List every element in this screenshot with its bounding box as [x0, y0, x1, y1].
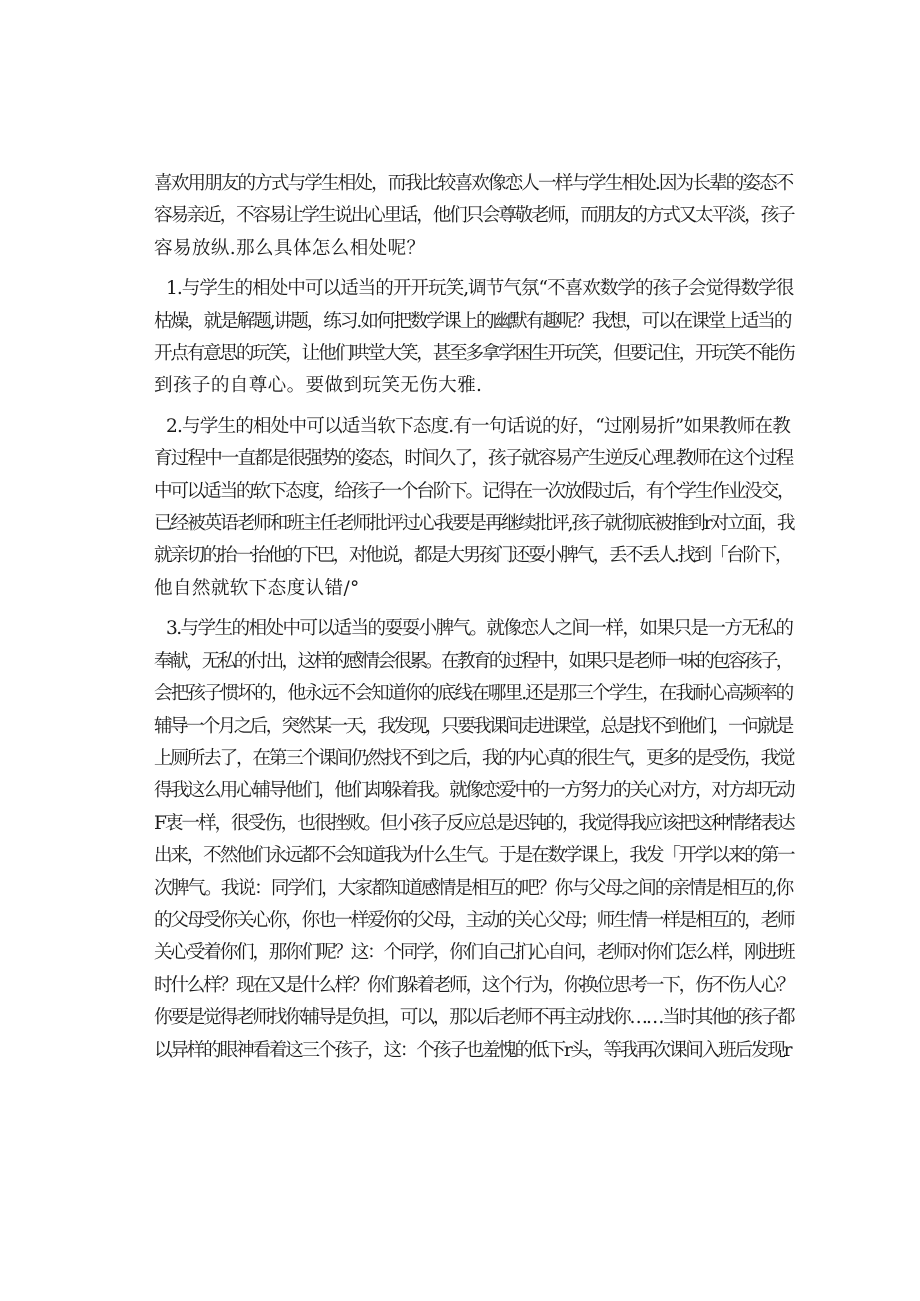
text-line: 时什么样？现在又是什么样？你们躲着老师，这个行为，你换位思考一下，伤不伤人心？ [154, 974, 794, 996]
text-line: 出来，不然他们永远都不会知道我为什么生气。于是在数学课上，我发「开学以来的第一 [154, 845, 794, 867]
text-line: 以异样的眼神看着这三个孩子，这：个孩子也羞愧的低下r头，等我再次课间入班后发现r [154, 1039, 791, 1061]
text-line: 中可以适当的软下态度，给孩子一个台阶下。记得在一次放假过后，有个学生作业没交， [154, 480, 794, 502]
text-line: 就亲切的抬一抬他的下巴，对他说，都是大男孩门还耍小脾气，丢不丢人.找到「台阶下， [154, 545, 792, 567]
text-line: 辅导一个月之后，突然某一天，我发现，只要我课间走进课堂，总是找不到他们，一问就是 [154, 715, 792, 737]
paragraph-point-1 [154, 273, 794, 403]
text-line: 会把孩子惯坏的，他永远不会知道你的底线在哪里.还是那三个学生，在我耐心高频率的 [154, 683, 793, 705]
text-line: 已经被英语老师和班主任老师批评过心我要是再继续批评,孩子就彻底被推到r对立面，我 [154, 513, 794, 535]
text-line: 得我这么用心辅导他们，他们却躲着我。就像恋爱中的一方努力的关心对方，对方却无动 [154, 780, 794, 802]
text-line: 2.与学生的相处中可以适当软下态度.有一句话说的好，“过刚易折”如果教师在教 [166, 415, 790, 437]
text-line: 到孩子的自尊心。要做到玩笑无伤大雅. [154, 375, 483, 397]
paragraph-point-3 [154, 613, 794, 1067]
text-line: 奉献，无私的付出，这样的感情会很累。在教育的过程中，如果只是老师一味的包容孩子， [154, 650, 792, 672]
paragraph-point-2 [154, 411, 794, 605]
text-line: 容易放纵.那么具体怎么相处呢？ [154, 237, 426, 259]
text-line: 容易亲近，不容易让学生说出心里话，他们只会尊敬老师，而朋友的方式又太平淡，孩子 [154, 205, 794, 227]
text-line: 你要是觉得老师找你辅导是负担，可以，那以后老师不再主动找你……当时其他的孩子都 [154, 1007, 794, 1029]
text-line: 1.与学生的相处中可以适当的开开玩笑,调节气氛“不喜欢数学的孩子会觉得数学很 [166, 278, 794, 300]
text-line: F衷一样，很受伤，也很挫败。但小孩子反应总是迟钝的，我觉得我应该把这种情绪表达 [154, 812, 794, 834]
text-line: 3.与学生的相处中可以适当的耍耍小脾气。就像恋人之间一样，如果只是一方无私的 [166, 618, 793, 640]
text-line: 上厕所去了，在第三个课间仍然找不到之后，我的内心真的很生气，更多的是受伤，我觉 [154, 747, 794, 769]
text-line: 他自然就软下态度认错/° [154, 577, 360, 599]
text-line: 喜欢用朋友的方式与学生相处，而我比较喜欢像恋人一样与学生相处.因为长辈的姿态不 [154, 173, 793, 194]
text-line: 开点有意思的玩笑，让他们哄堂大笑，甚至多拿学困生开玩笑，但要记住，开玩笑不能伤 [154, 343, 794, 365]
text-line: 关心受着你们，那你们呢？这：个同学，你们自己扪心自问，老师对你们怎么样，刚进班 [154, 942, 794, 964]
paragraph-intro [154, 168, 794, 265]
text-line: 育过程中一直都是很强势的姿态，时间久了，孩子就容易产生逆反心理.教师在这个过程 [154, 448, 793, 470]
text-line: 枯燥，就是解题,讲题，练习.如何把数学课上的幽默有趣呢？我想，可以在课堂上适当的 [154, 310, 791, 332]
text-line: 次脾气。我说：同学们，大家都知道感情是相互的吧？你与父母之间的亲情是相互的,你 [154, 877, 793, 899]
document-page [154, 168, 794, 1067]
text-line: 的父母受你关心你，你也一样爱你的父母，主动的关心父母；师生情一样是相互的，老师 [154, 909, 794, 931]
